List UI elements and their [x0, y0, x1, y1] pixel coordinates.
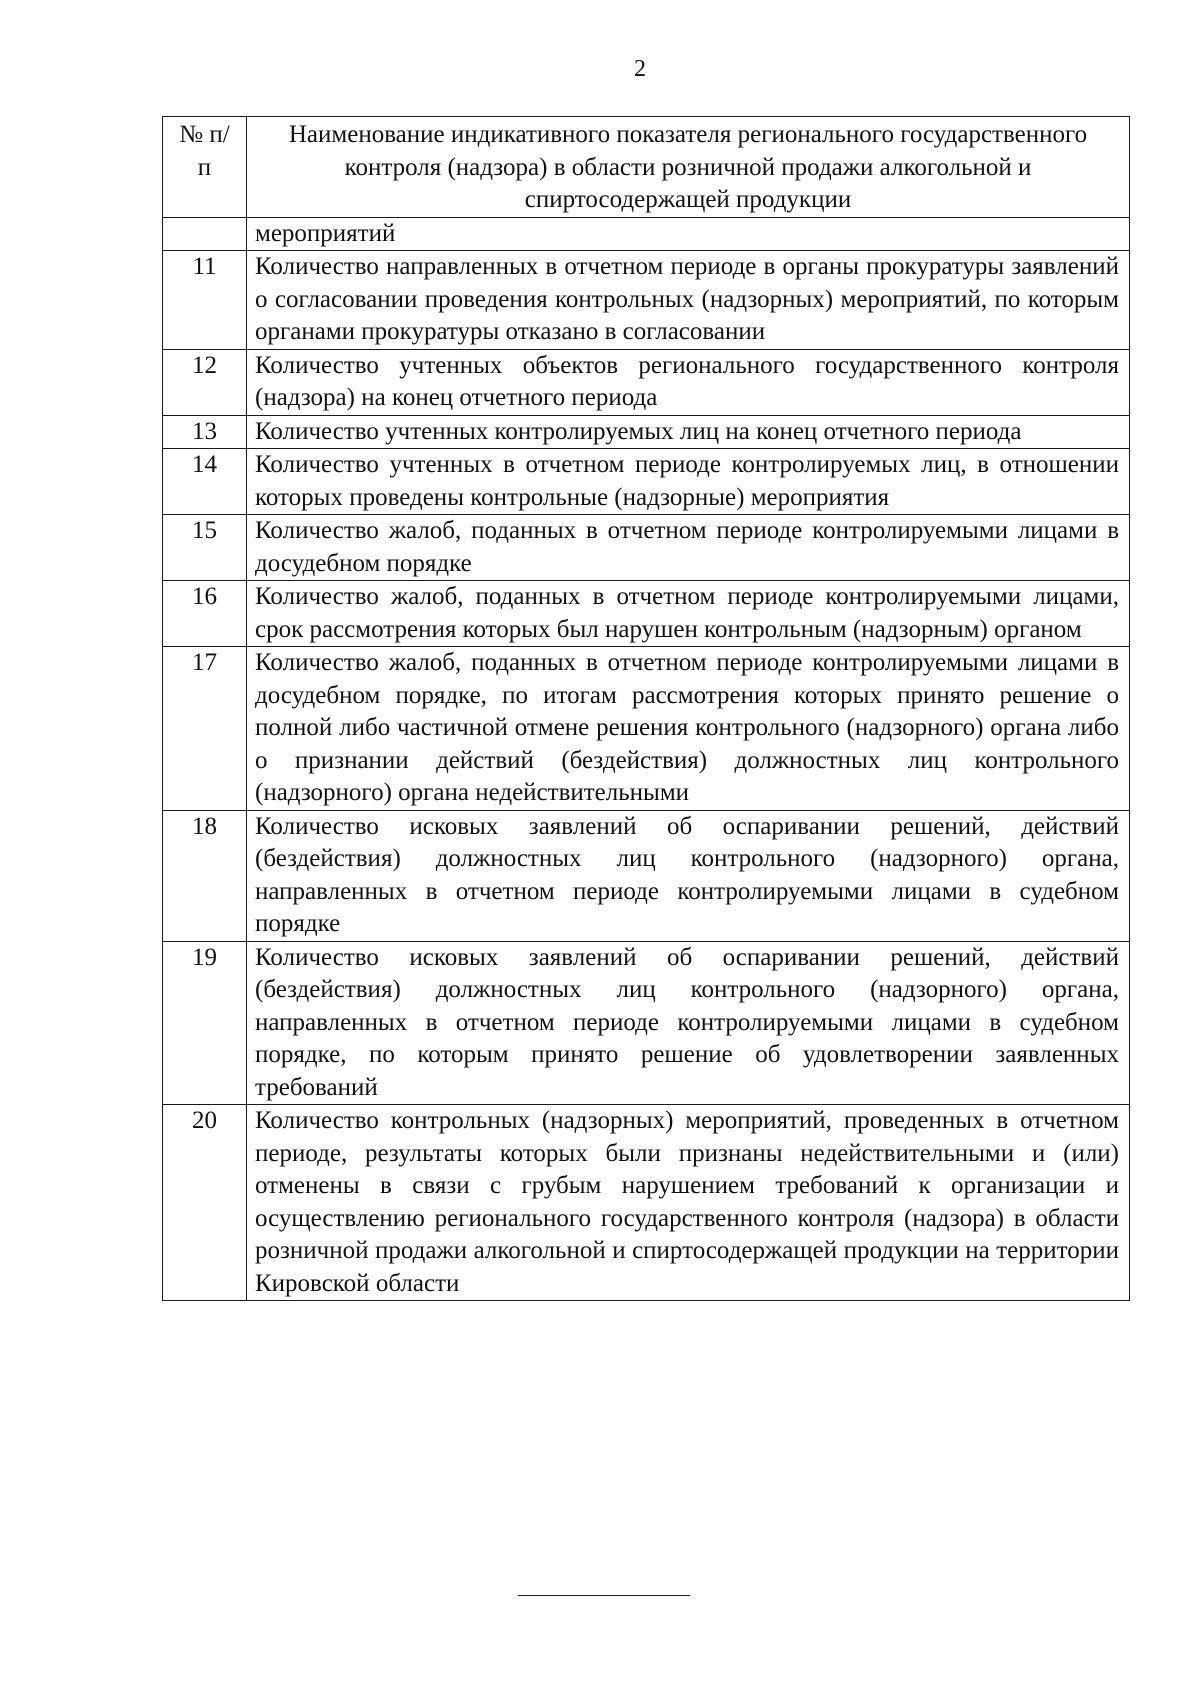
row-number: 19: [163, 941, 247, 1105]
row-indicator-text: Количество учтенных объектов регионального государственного контроля (надзора) на конец отчетного периода: [247, 349, 1130, 415]
row-indicator-text: Количество контрольных (надзорных) мероприятий, проведенных в отчетном периоде, результаты которых были признаны недействительными и (или) отменены в связи с грубым нарушением требований к организации и осуществлению регионального государственного контроля (надзора) в области розничной продажи алкогольной и спиртосодержащей продукции на территории Кировской области: [247, 1105, 1130, 1301]
table-row: [163, 251, 1130, 350]
row-number: 15: [163, 515, 247, 581]
row-number: 18: [163, 810, 247, 941]
table-row: [163, 1105, 1130, 1301]
row-indicator-text: Количество исковых заявлений об оспаривании решений, действий (бездействия) должностных лиц контрольного (надзорного) органа, направленных в отчетном периоде контролируемыми лицами в судебном порядке: [247, 810, 1130, 941]
row-number: [163, 217, 247, 251]
table-row: [163, 415, 1130, 449]
table-row: [163, 647, 1130, 811]
row-number: 11: [163, 251, 247, 350]
table-row: [163, 515, 1130, 581]
end-of-document-rule: [518, 1595, 690, 1596]
table-row: [163, 941, 1130, 1105]
column-header-number: [163, 117, 247, 218]
row-number: 16: [163, 581, 247, 647]
row-number: 12: [163, 349, 247, 415]
table-row: [163, 581, 1130, 647]
row-number: 17: [163, 647, 247, 811]
row-number: 14: [163, 449, 247, 515]
page-number: 2: [634, 56, 646, 82]
row-indicator-text: Количество направленных в отчетном периоде в органы прокуратуры заявлений о согласовании проведения контрольных (надзорных) мероприятий, по которым органами прокуратуры отказано в согласовании: [247, 251, 1130, 350]
row-indicator-text: Количество учтенных в отчетном периоде контролируемых лиц, в отношении которых проведены контрольные (надзорные) мероприятия: [247, 449, 1130, 515]
row-indicator-text: Количество жалоб, поданных в отчетном периоде контролируемыми лицами в досудебном порядке, по итогам рассмотрения которых принято решение о полной либо частичной отмене решения контрольного (надзорного) органа либо о признании действий (бездействия) должностных лиц контрольного (надзорного) органа недействительными: [247, 647, 1130, 811]
column-header-name: [247, 117, 1130, 218]
table-row: [163, 217, 1130, 251]
table-row: [163, 810, 1130, 941]
table-row: [163, 349, 1130, 415]
row-number: 20: [163, 1105, 247, 1301]
row-indicator-text: Количество жалоб, поданных в отчетном периоде контролируемыми лицами в досудебном порядке: [247, 515, 1130, 581]
row-number: 13: [163, 415, 247, 449]
row-indicator-text: мероприятий: [247, 217, 1130, 251]
row-indicator-text: Количество исковых заявлений об оспаривании решений, действий (бездействия) должностных лиц контрольного (надзорного) органа, направленных в отчетном периоде контролируемыми лицами в судебном порядке, по которым принято решение об удовлетворении заявленных требований: [247, 941, 1130, 1105]
row-indicator-text: Количество учтенных контролируемых лиц на конец отчетного периода: [247, 415, 1130, 449]
indicators-table: [162, 116, 1130, 1301]
column-header-number-text: № п/п: [179, 121, 230, 181]
table-row: [163, 449, 1130, 515]
table-header-row: [163, 117, 1130, 218]
row-indicator-text: Количество жалоб, поданных в отчетном периоде контролируемыми лицами, срок рассмотрения которых был нарушен контрольным (надзорным) органом: [247, 581, 1130, 647]
column-header-name-text: Наименование индикативного показателя регионального государственного контроля (надзора) в области розничной продажи алкогольной и спиртосодержащей продукции: [288, 121, 1088, 213]
